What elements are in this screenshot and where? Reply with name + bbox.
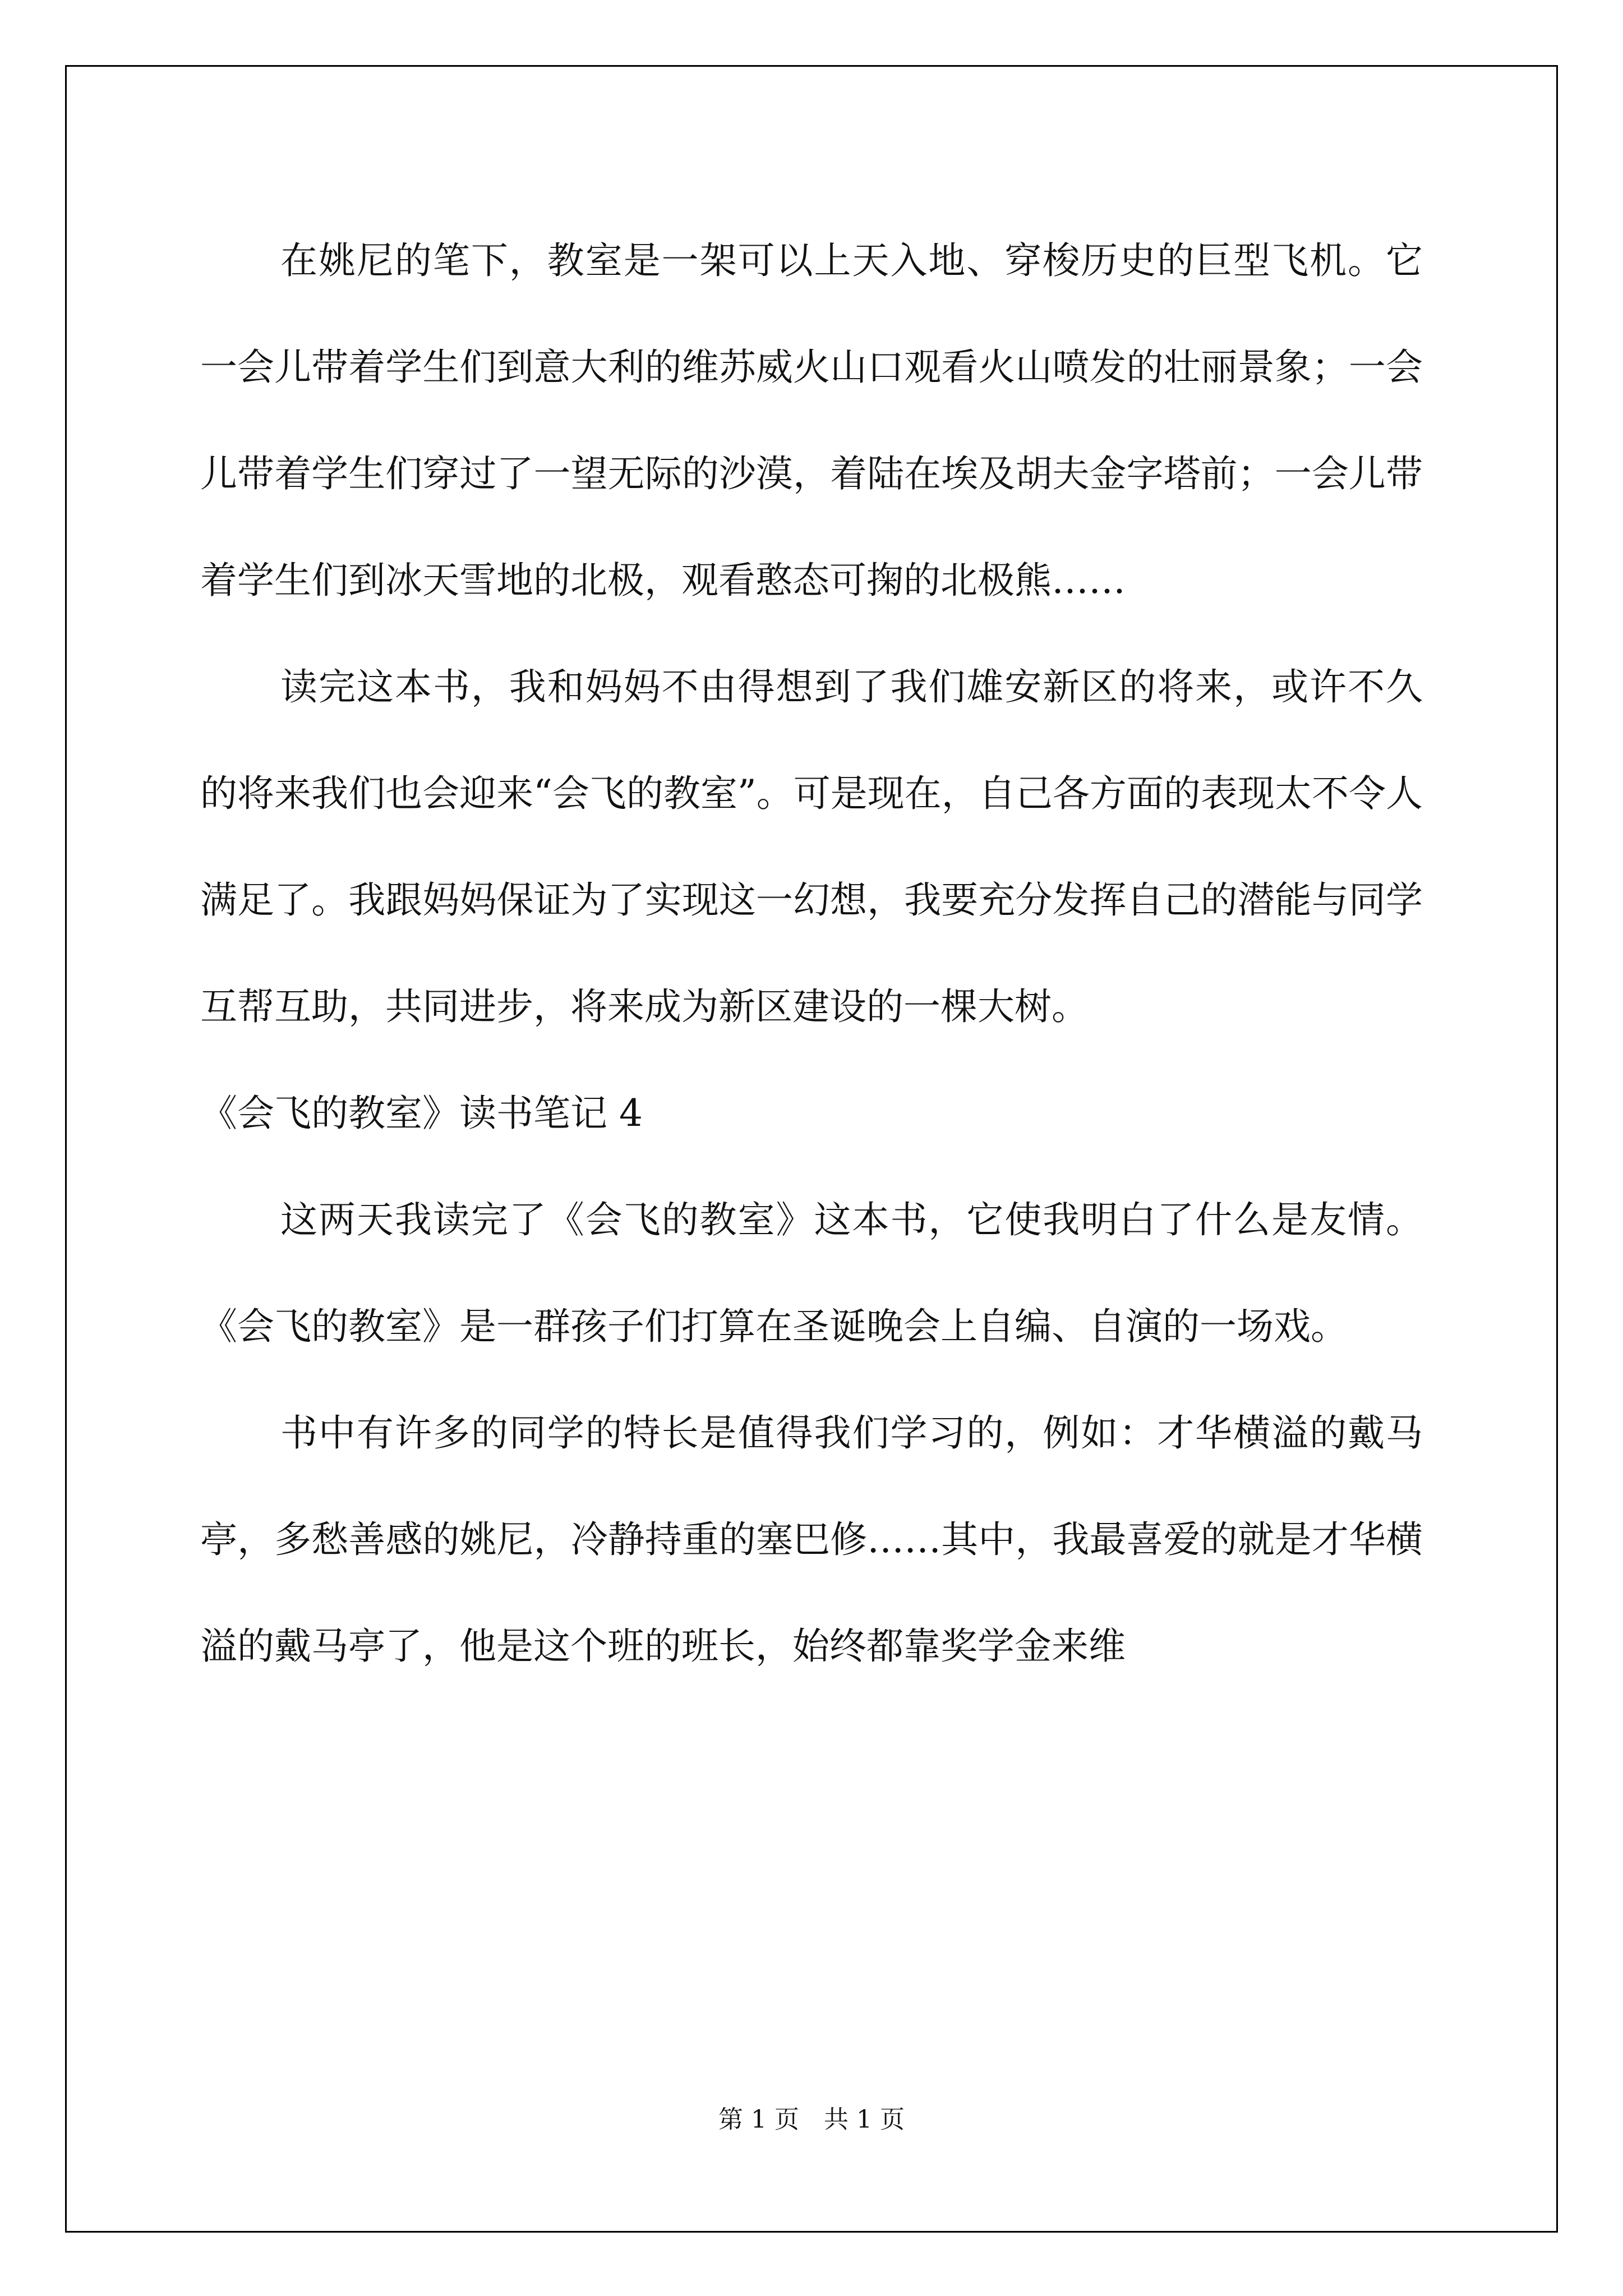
- paragraph-2: 读完这本书，我和妈妈不由得想到了我们雄安新区的将来，或许不久的将来我们也会迎来“会飞的教室”。可是现在，自己各方面的表现太不令人满足了。我跟妈妈保证为了实现这一幻想，我要充分发挥自己的潜能与同学互帮互助，共同进步，将来成为新区建设的一棵大树。: [200, 665, 1423, 1028]
- document-body: [200, 208, 1423, 1700]
- paragraph-3: 这两天我读完了《会飞的教室》这本书，它使我明白了什么是友情。《会飞的教室》是一群孩子们打算在圣诞晚会上自编、自演的一场戏。: [200, 1198, 1423, 1348]
- page-footer: 第 1 页 共 1 页: [718, 2105, 905, 2134]
- paragraph-4: 书中有许多的同学的特长是值得我们学习的，例如：才华横溢的戴马亭，多愁善感的姚尼，冷静持重的塞巴修……其中，我最喜爱的就是才华横溢的戴马亭了，他是这个班的班长，始终都靠奖学金来维: [200, 1411, 1423, 1668]
- paragraph-1: 在姚尼的笔下，教室是一架可以上天入地、穿梭历史的巨型飞机。它一会儿带着学生们到意大利的维苏威火山口观看火山喷发的壮丽景象；一会儿带着学生们穿过了一望无际的沙漠，着陆在埃及胡夫金字塔前；一会儿带着学生们到冰天雪地的北极，观看憨态可掬的北极熊……: [200, 239, 1423, 602]
- section-heading: 《会飞的教室》读书笔记 4: [200, 1092, 643, 1135]
